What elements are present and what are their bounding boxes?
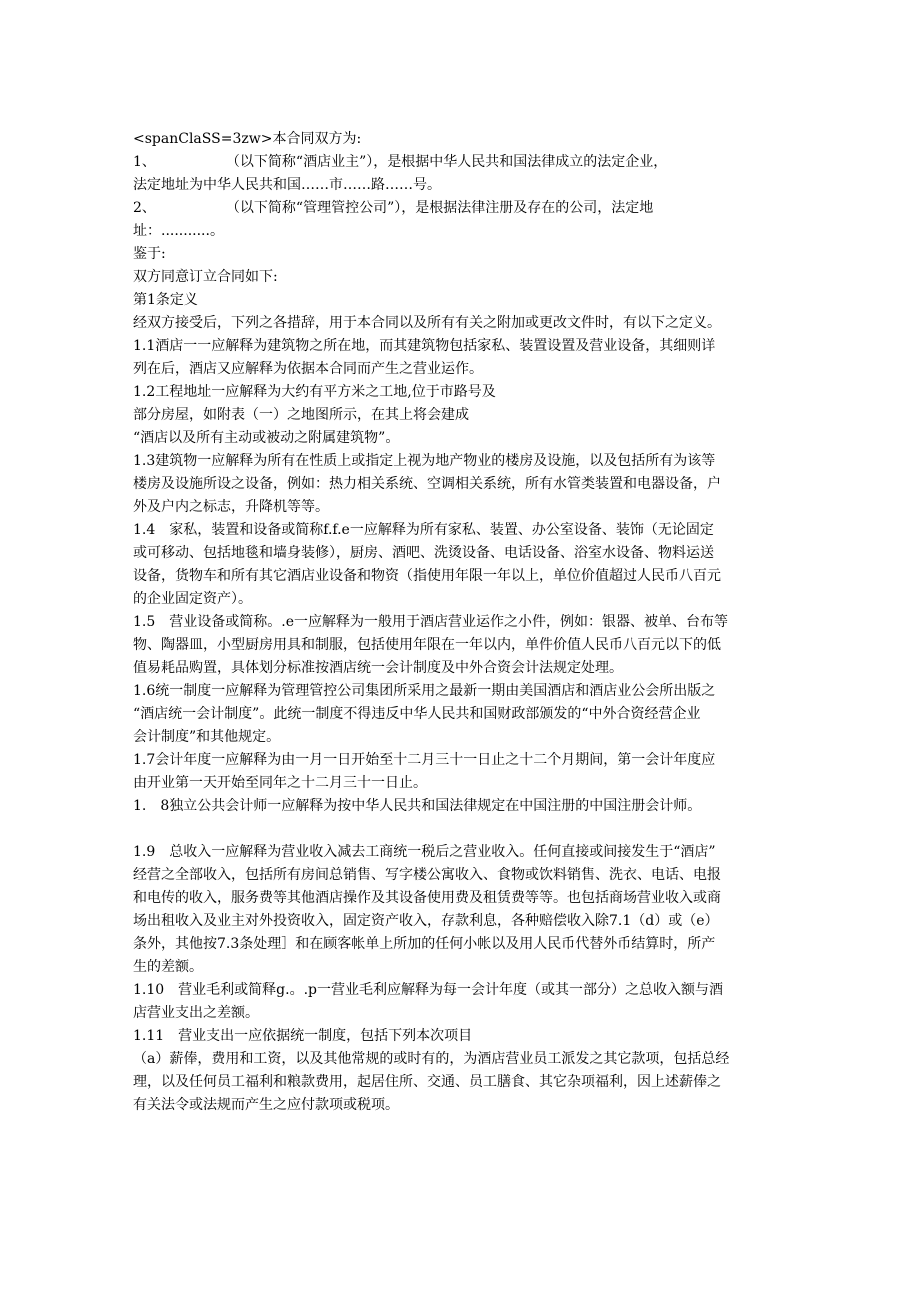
contract-text — [133, 128, 803, 1117]
blank-line — [133, 818, 803, 841]
text-line: 楼房及设施所设之设备，例如：热力相关系统、空调相关系统，所有水管类装置和电器设备，户 — [133, 476, 721, 492]
text-line: 1.10 营业毛利或简释g.。.p一营业毛利应解释为每一会计年度（或其一部分）之总收入额与酒 — [133, 982, 723, 998]
text-line: （a）薪俸，费用和工资，以及其他常规的或时有的，为酒店营业员工派发之其它款项，包括总经 — [133, 1051, 730, 1067]
text-line: “酒店统一会计制度”。此统一制度不得违反中华人民共和国财政部颁发的“中外合资经营企业 — [133, 706, 701, 722]
text-line: 的企业固定资产）。 — [133, 591, 252, 607]
text-line: 经双方接受后，下列之各措辞，用于本合同以及所有有关之附加或更改文件时，有以下之定义。 — [133, 315, 721, 331]
text-line: 1.6统一制度一应解释为管理管控公司集团所采用之最新一期由美国酒店和酒店业公会所出版之 — [133, 683, 716, 699]
text-line: 1、 （以下简称“酒店业主”），是根据中华人民共和国法律成立的法定企业， — [133, 154, 668, 170]
text-line: “酒店以及所有主动或被动之附属建筑物”。 — [133, 430, 400, 446]
text-line: 或可移动、包括地毯和墙身装修），厨房、酒吧、洗烫设备、电话设备、浴室水设备、物料运送 — [133, 545, 714, 561]
section-heading: 第1条定义 — [133, 292, 198, 308]
text-line: 1.2工程地址一应解释为大约有平方米之工地,位于市路号及 — [133, 384, 496, 400]
text-line: 1.9 总收入一应解释为营业收入减去工商统一税后之营业收入。任何直接或间接发生于“酒店” — [133, 844, 716, 860]
text-line: <spanClaSS=3zw>本合同双方为: — [133, 131, 362, 147]
text-line: 1.4 家私，装置和设备或简称f.f.e一应解释为所有家私、装置、办公室设备、装饰（无论固定 — [133, 522, 714, 538]
text-line: 和电传的收入，服务费等其他酒店操作及其设备使用费及租赁费等等。也包括商场营业收入或商 — [133, 890, 721, 906]
text-line: 部分房屋，如附表（一）之地图所示，在其上将会建成 — [133, 407, 469, 423]
text-line: 1.5 营业设备或简称。.e一应解释为一般用于酒店营业运作之小件，例如：银器、被单、台布等 — [133, 614, 728, 630]
text-line: 会计制度”和其他规定。 — [133, 729, 281, 745]
text-line: 有关法令或法规而产生之应付款项或税项。 — [133, 1097, 399, 1113]
text-line: 列在后，酒店又应解释为依据本合同而产生之营业运作。 — [133, 361, 483, 377]
text-line: 经营之全部收入，包括所有房间总销售、写字楼公寓收入、食物或饮料销售、洗衣、电话、电报 — [133, 867, 721, 883]
text-line: 1. 8独立公共会计师一应解释为按中华人民共和国法律规定在中国注册的中国注册会计师。 — [133, 798, 702, 814]
text-line: 1.11 营业支出一应依据统一制度，包括下列本次项目 — [133, 1028, 473, 1044]
text-line: 鉴于: — [133, 246, 166, 262]
text-line: 场出租收入及业主对外投资收入，固定资产收入，存款利息，各种赔偿收入除7.1（d）或（e） — [133, 913, 719, 929]
text-line: 理，以及任何员工福利和粮款费用，起居住所、交通、员工膳食、其它杂项福利，因上述薪俸之 — [133, 1074, 721, 1090]
text-line: 外及户内之标志，升降机等等。 — [133, 499, 329, 515]
text-line: 物、陶器皿，小型厨房用具和制服，包括使用年限在一年以内，单件价值人民币八百元以下的低 — [133, 637, 721, 653]
text-line: 条外，其他按7.3条处理］和在顾客帐单上所加的任何小帐以及用人民币代替外币结算时，所产 — [133, 936, 716, 952]
text-line: 址：...........。 — [133, 223, 224, 239]
text-line: 设备，货物车和所有其它酒店业设备和物资（指使用年限一年以上，单位价值超过人民币八百元 — [133, 568, 721, 584]
text-line: 由开业第一天开始至同年之十二月三十一日止。 — [133, 775, 427, 791]
text-line: 1.3建筑物一应解释为所有在性质上或指定上视为地产物业的楼房及设施，以及包括所有为该等 — [133, 453, 716, 469]
text-line: 1.1酒店一一应解释为建筑物之所在地，而其建筑物包括家私、装置设置及营业设备，其细则详 — [133, 338, 716, 354]
text-line: 双方同意订立合同如下: — [133, 269, 278, 285]
text-line: 生的差额。 — [133, 959, 203, 975]
text-line: 2、 （以下简称“管理管控公司”），是根据法律注册及存在的公司，法定地 — [133, 200, 654, 216]
text-line: 1.7会计年度一应解释为由一月一日开始至十二月三十一日止之十二个月期间，第一会计年度应 — [133, 752, 716, 768]
text-line: 值易耗品购置，具体划分标准按酒店统一会计制度及中外合资会计法规定处理。 — [133, 660, 623, 676]
text-line: 店营业支出之差额。 — [133, 1005, 259, 1021]
text-line: 法定地址为中华人民共和国……市……路……号。 — [133, 177, 441, 193]
